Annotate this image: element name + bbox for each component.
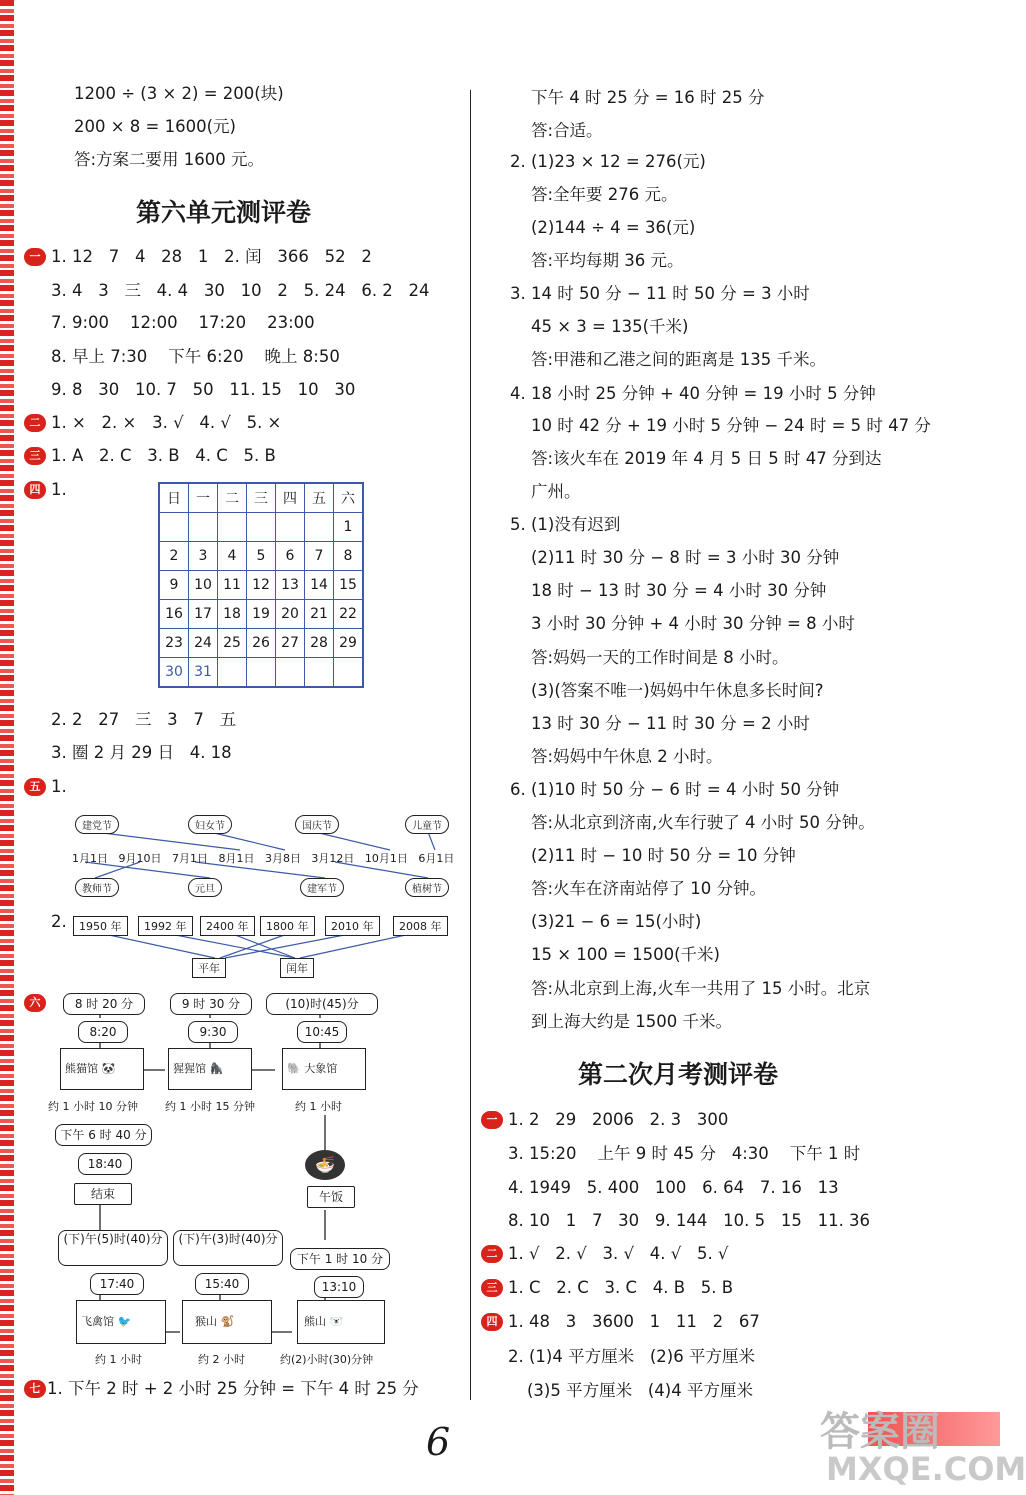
answer-line: 15 × 100 = 1500(千米): [531, 945, 720, 964]
festival-tag: 建军节: [300, 878, 344, 897]
panda-icon: 🐼: [101, 1062, 116, 1075]
answer-line: 1. 下午 2 时 + 2 小时 25 分钟 = 下午 4 时 25 分: [47, 1379, 419, 1398]
calendar-cell: [247, 513, 276, 542]
answer-line: 45 × 3 = 135(千米): [531, 317, 689, 336]
clock-time: 15:40: [195, 1273, 249, 1295]
calendar-cell: 30: [159, 658, 189, 688]
time-label: 8 时 20 分: [63, 993, 145, 1015]
answer-line: 1. × 2. × 3. √ 4. √ 5. ×: [51, 413, 282, 432]
duration-label: 约 1 小时 10 分钟: [48, 1100, 138, 1113]
calendar-cell: 21: [305, 600, 334, 629]
answer-line: 3 小时 30 分钟 + 4 小时 30 分钟 = 8 小时: [531, 614, 855, 633]
duration-label: 约 1 小时: [295, 1100, 342, 1113]
answer-line: 5. (1)没有迟到: [510, 515, 621, 534]
elephant-icon: 🐘: [287, 1062, 301, 1075]
column-divider: [470, 90, 471, 1400]
part-badge: 三: [24, 447, 46, 465]
year-type-tag: 平年: [192, 958, 226, 978]
time-label: 9 时 30 分: [170, 993, 252, 1015]
answer-line: 1200 ÷ (3 × 2) = 200(块): [74, 84, 284, 103]
venue-label: 猩猩馆: [173, 1062, 206, 1075]
answer-line: 2.: [51, 912, 67, 931]
noodle-bowl-icon: 🍜: [305, 1150, 345, 1180]
calendar-cell: 25: [218, 629, 247, 658]
answer-line: 8. 早上 7:30 下午 6:20 晚上 8:50: [51, 347, 340, 366]
calendar-cell: 28: [305, 629, 334, 658]
festival-dates: 1月1日 9月10日 7月1日 8月1日 3月8日 3月12日 10月1日 6月1日: [72, 852, 455, 865]
clock-time: 13:10: [314, 1276, 364, 1298]
calendar-cell: 20: [276, 600, 305, 629]
festival-tag: 国庆节: [295, 815, 339, 834]
calendar-cell: 26: [247, 629, 276, 658]
answer-line: 18 时 − 13 时 30 分 = 4 小时 30 分钟: [531, 581, 827, 600]
answer-line: 答:平均每期 36 元。: [531, 251, 684, 270]
gorilla-icon: 🦍: [209, 1062, 224, 1075]
calendar-cell: [334, 658, 364, 688]
calendar-cell: 22: [334, 600, 364, 629]
calendar-cell: 31: [189, 658, 218, 688]
match-line: [428, 832, 435, 850]
festival-tag: 儿童节: [405, 815, 449, 834]
part-badge: 一: [481, 1111, 503, 1129]
year-tag: 1950 年: [73, 916, 128, 936]
year-tag: 2008 年: [393, 916, 448, 936]
calendar-cell: 7: [305, 542, 334, 571]
calendar-cell: 三: [247, 483, 276, 513]
page-edge-stripe: [0, 0, 14, 1495]
answer-line: (2)11 时 30 分 − 8 时 = 3 小时 30 分钟: [531, 548, 840, 567]
calendar-cell: 23: [159, 629, 189, 658]
watermark-url: MXQE.COM: [826, 1450, 1026, 1488]
time-label: (10)时(45)分: [266, 993, 378, 1015]
calendar-cell: 8: [334, 542, 364, 571]
answer-line: 3. 15:20 上午 9 时 45 分 4:30 下午 1 时: [508, 1144, 861, 1163]
calendar-cell: [305, 658, 334, 688]
answer-line: 2. (1)23 × 12 = 276(元): [510, 152, 706, 171]
watermark-logo: 答案圈: [820, 1409, 940, 1455]
venue-label: 熊猫馆: [65, 1062, 98, 1075]
answer-line: 答:火车在济南站停了 10 分钟。: [531, 879, 767, 898]
calendar-cell: 12: [247, 571, 276, 600]
answer-line: 答:甲港和乙港之间的距离是 135 千米。: [531, 350, 827, 369]
time-label: (下)午(3)时(40)分: [173, 1230, 283, 1266]
answer-line: (3)21 − 6 = 15(小时): [531, 912, 702, 931]
calendar-row: [159, 542, 363, 571]
calendar-cell: [247, 658, 276, 688]
year-type-tag: 闰年: [280, 958, 314, 978]
answer-line: 答:方案二要用 1600 元。: [74, 150, 265, 169]
calendar-cell: 二: [218, 483, 247, 513]
time-label: 下午 6 时 40 分: [55, 1124, 152, 1146]
calendar-cell: 2: [159, 542, 189, 571]
clock-time: 10:45: [297, 1021, 347, 1043]
calendar-cell: 24: [189, 629, 218, 658]
calendar-cell: 10: [189, 571, 218, 600]
answer-line: 1.: [51, 480, 67, 499]
clock-time: 17:40: [90, 1273, 144, 1295]
answer-line: (2)11 时 − 10 时 50 分 = 10 分钟: [531, 846, 796, 865]
answer-line: 答:妈妈一天的工作时间是 8 小时。: [531, 648, 789, 667]
bird-icon: 🐦: [117, 1315, 132, 1328]
calendar-cell: 11: [218, 571, 247, 600]
answer-line: 9. 8 30 10. 7 50 11. 15 10 30: [51, 380, 356, 399]
monkey-icon: 🐒: [220, 1315, 235, 1328]
calendar-row: [159, 658, 363, 688]
calendar-cell: [218, 658, 247, 688]
calendar-cell: 日: [159, 483, 189, 513]
calendar-cell: 五: [305, 483, 334, 513]
section-title: 第六单元测评卷: [136, 198, 312, 227]
venue-birds: [76, 1300, 166, 1344]
time-label: (下)午(5)时(40)分: [58, 1230, 168, 1266]
calendar-row: [159, 513, 363, 542]
calendar-cell: 13: [276, 571, 305, 600]
calendar-cell: 15: [334, 571, 364, 600]
year-tag: 1800 年: [260, 916, 315, 936]
clock-time: 9:30: [188, 1021, 238, 1043]
answer-line: 1.: [51, 777, 67, 796]
calendar-cell: 5: [247, 542, 276, 571]
part-badge: 七: [24, 1380, 46, 1398]
answer-line: 1. 12 7 4 28 1 2. 闰 366 52 2: [51, 247, 372, 266]
answer-line: 答:从北京到上海,火车一共用了 15 小时。北京: [531, 979, 871, 998]
answer-line: 3. 4 3 三 4. 4 30 10 2 5. 24 6. 2 24: [51, 281, 430, 300]
answer-line: 6. (1)10 时 50 分 − 6 时 = 4 小时 50 分钟: [510, 780, 840, 799]
match-line: [315, 832, 390, 850]
calendar-header-row: [159, 483, 363, 513]
answer-line: 1. A 2. C 3. B 4. C 5. B: [51, 446, 276, 465]
part-badge: 二: [481, 1245, 503, 1263]
calendar-cell: 1: [334, 513, 364, 542]
calendar-cell: [159, 513, 189, 542]
festival-tag: 元旦: [188, 878, 222, 897]
answer-line: 答:合适。: [531, 121, 603, 140]
duration-label: 约 1 小时: [95, 1353, 142, 1366]
festival-tag: 建党节: [75, 815, 119, 834]
part-badge: 六: [24, 994, 46, 1012]
answer-line: 答:该火车在 2019 年 4 月 5 日 5 时 47 分到达: [531, 449, 882, 468]
calendar-table: [158, 482, 364, 688]
answer-line: 到上海大约是 1500 千米。: [531, 1012, 732, 1031]
match-line: [100, 933, 215, 958]
answer-line: 8. 10 1 7 30 9. 144 10. 5 15 11. 36: [508, 1211, 871, 1230]
answer-line: (3)(答案不唯一)妈妈中午休息多长时间?: [531, 681, 824, 700]
year-tag: 2400 年: [200, 916, 255, 936]
lunch-label: 午饭: [307, 1186, 355, 1208]
calendar-cell: 9: [159, 571, 189, 600]
part-badge: 一: [24, 248, 46, 266]
answer-line: 下午 4 时 25 分 = 16 时 25 分: [531, 88, 765, 107]
part-badge: 二: [24, 414, 46, 432]
section-title: 第二次月考测评卷: [578, 1060, 779, 1089]
part-badge: 四: [24, 481, 46, 499]
answer-line: 答:从北京到济南,火车行驶了 4 小时 50 分钟。: [531, 813, 875, 832]
calendar-cell: 6: [276, 542, 305, 571]
calendar-cell: 4: [218, 542, 247, 571]
duration-label: 约 1 小时 15 分钟: [165, 1100, 255, 1113]
calendar-cell: 18: [218, 600, 247, 629]
venue-label: 大象馆: [304, 1062, 338, 1075]
venue-panda: [60, 1048, 144, 1090]
calendar-cell: [276, 658, 305, 688]
match-line: [300, 933, 415, 958]
venue-bear: [297, 1300, 385, 1344]
answer-line: 3. 圈 2 月 29 日 4. 18: [51, 743, 232, 762]
venue-elephant: [282, 1048, 366, 1090]
calendar-row: [159, 571, 363, 600]
part-badge: 四: [481, 1313, 503, 1331]
calendar-cell: 16: [159, 600, 189, 629]
festival-tag: 教师节: [75, 878, 119, 897]
answer-line: 13 时 30 分 − 11 时 30 分 = 2 小时: [531, 714, 810, 733]
answer-line: 7. 9:00 12:00 17:20 23:00: [51, 313, 315, 332]
calendar-row: [159, 600, 363, 629]
venue-label: 飞禽馆: [81, 1315, 114, 1328]
venue-gorilla: [168, 1048, 252, 1090]
calendar-cell: 一: [189, 483, 218, 513]
answer-line: 答:妈妈中午休息 2 小时。: [531, 747, 723, 766]
venue-label: 熊山: [304, 1315, 326, 1328]
calendar-row: [159, 629, 363, 658]
end-label: 结束: [74, 1183, 132, 1205]
match-line: [95, 832, 240, 850]
year-tag: 1992 年: [138, 916, 193, 936]
answer-line: 1. √ 2. √ 3. √ 4. √ 5. √: [508, 1244, 729, 1263]
calendar-cell: 14: [305, 571, 334, 600]
calendar-cell: 29: [334, 629, 364, 658]
clock-time: 18:40: [78, 1153, 132, 1175]
answer-line: 1. C 2. C 3. C 4. B 5. B: [508, 1278, 734, 1297]
part-badge: 三: [481, 1279, 503, 1297]
calendar-cell: 四: [276, 483, 305, 513]
answer-line: (2)144 ÷ 4 = 36(元): [531, 218, 696, 237]
answer-line: 2. 2 27 三 3 7 五: [51, 710, 237, 729]
calendar-cell: [218, 513, 247, 542]
time-label: 下午 1 时 10 分: [290, 1248, 390, 1270]
answer-line: 200 × 8 = 1600(元): [74, 117, 236, 136]
calendar-cell: [189, 513, 218, 542]
answer-line: 1. 2 29 2006 2. 3 300: [508, 1110, 729, 1129]
match-line: [230, 933, 295, 958]
year-tag: 2010 年: [325, 916, 380, 936]
festival-tag: 植树节: [405, 878, 449, 897]
answer-line: 2. (1)4 平方厘米 (2)6 平方厘米: [508, 1347, 755, 1366]
calendar-cell: 六: [334, 483, 364, 513]
page-number: 6: [426, 1420, 451, 1464]
calendar-cell: 3: [189, 542, 218, 571]
answer-line: 答:全年要 276 元。: [531, 185, 678, 204]
clock-time: 8:20: [78, 1021, 128, 1043]
answer-line: 1. 48 3 3600 1 11 2 67: [508, 1312, 760, 1331]
bear-icon: 🐻‍❄️: [329, 1315, 344, 1328]
calendar-cell: [305, 513, 334, 542]
venue-monkey: [182, 1300, 272, 1344]
answer-line: 4. 1949 5. 400 100 6. 64 7. 16 13: [508, 1178, 839, 1197]
match-line: [225, 933, 355, 958]
festival-tag: 妇女节: [188, 815, 232, 834]
answer-line: 4. 18 小时 25 分钟 + 40 分钟 = 19 小时 5 分钟: [510, 384, 876, 403]
answer-line: 10 时 42 分 + 19 小时 5 分钟 − 24 时 = 5 时 47 分: [531, 416, 931, 435]
calendar-cell: 17: [189, 600, 218, 629]
duration-label: 约 2 小时: [198, 1353, 245, 1366]
answer-line: 广州。: [531, 482, 581, 501]
calendar-cell: 19: [247, 600, 276, 629]
answer-line: 3. 14 时 50 分 − 11 时 50 分 = 3 小时: [510, 284, 810, 303]
part-badge: 五: [24, 778, 46, 796]
duration-label: 约(2)小时(30)分钟: [280, 1353, 374, 1366]
calendar-cell: [276, 513, 305, 542]
answer-line: (3)5 平方厘米 (4)4 平方厘米: [527, 1381, 753, 1400]
venue-label: 猴山: [195, 1315, 217, 1328]
calendar-cell: 27: [276, 629, 305, 658]
